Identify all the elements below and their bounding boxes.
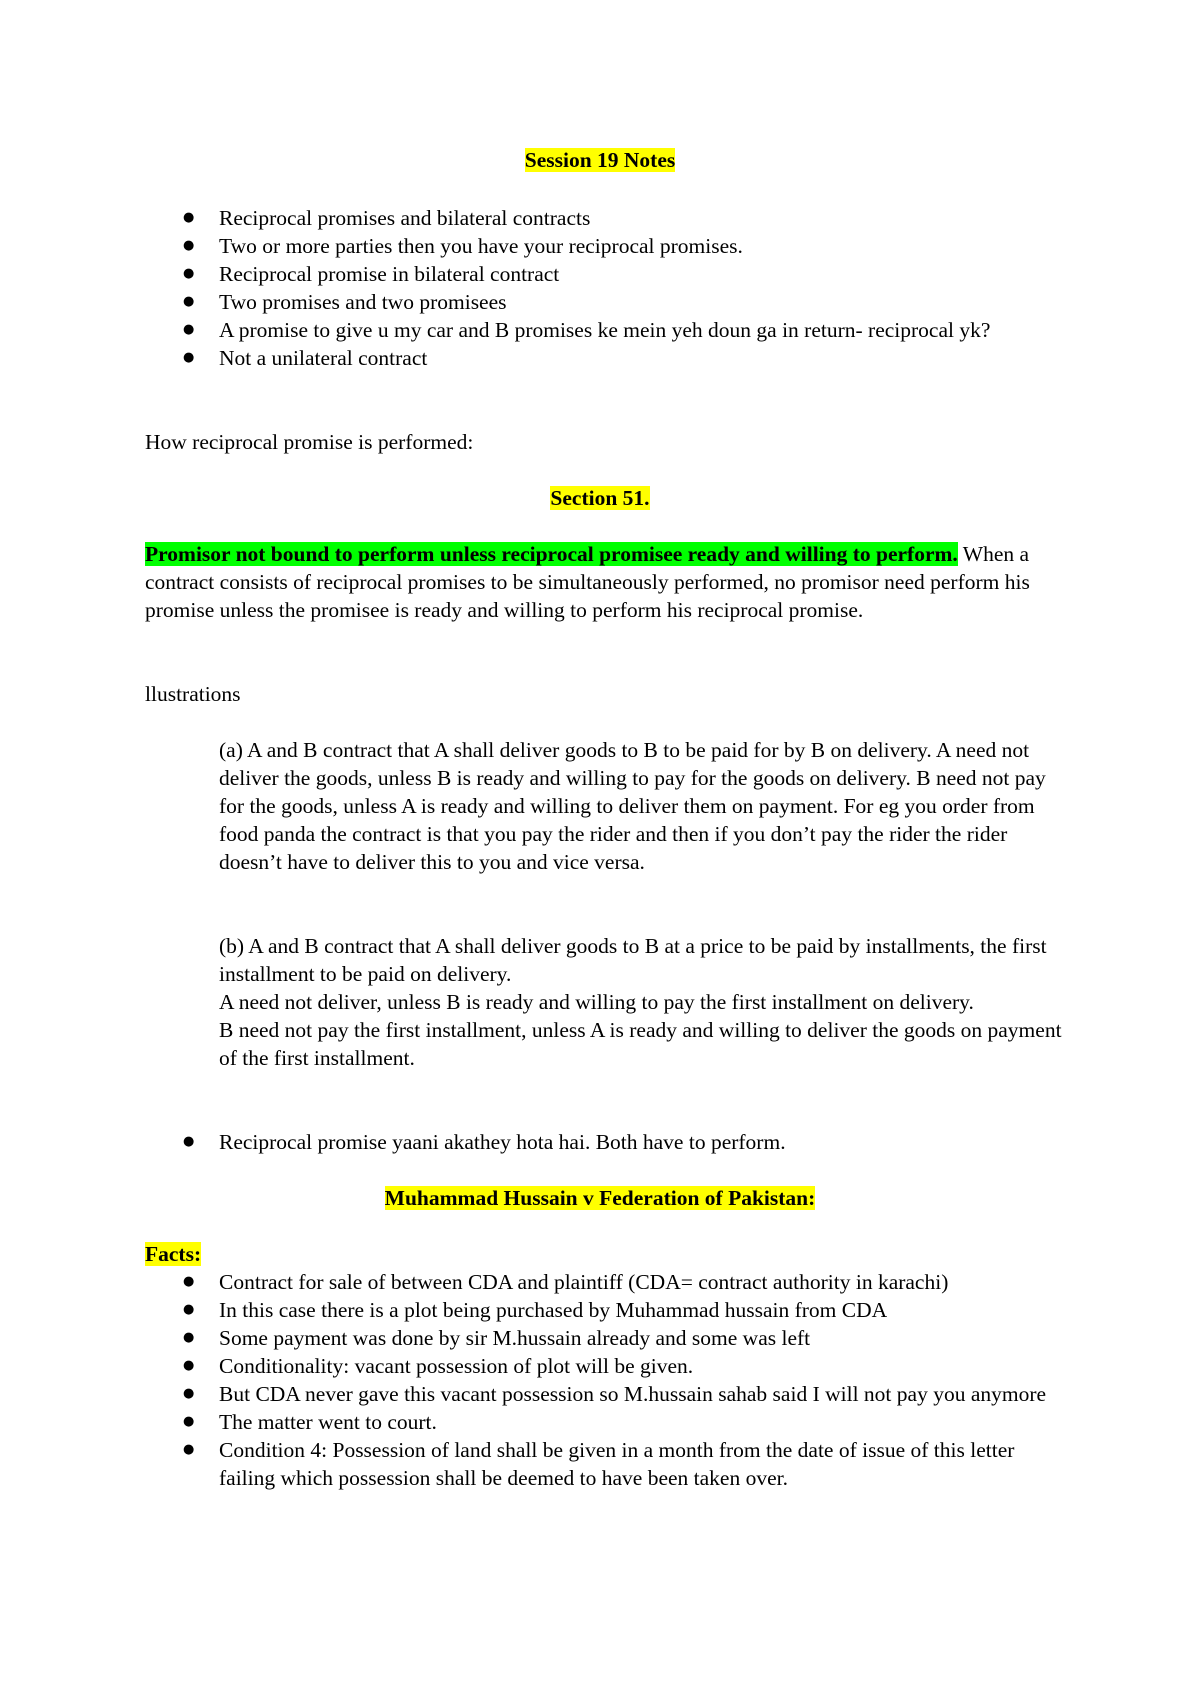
list-item: ● Reciprocal promises and bilateral contracts [145, 204, 1070, 232]
intro-bullet-list [145, 204, 1070, 372]
how-performed-text: How reciprocal promise is performed: [145, 430, 474, 454]
list-item: ● Contract for sale of between CDA and plaintiff (CDA= contract authority in karachi) [145, 1268, 1070, 1296]
section-51-text: When a contract consists of reciprocal promises to be simultaneously performed, no promisor need perform his promise unless the promisee is ready and willing to perform his reciprocal promise. [145, 542, 1030, 622]
list-item: ● The matter went to court. [145, 1408, 1070, 1436]
list-item: ● In this case there is a plot being purchased by Muhammad hussain from CDA [145, 1296, 1070, 1324]
facts-bullet-list [145, 1268, 1070, 1492]
list-item: ● Not a unilateral contract [145, 344, 1070, 372]
list-item: ● Some payment was done by sir M.hussain already and some was left [145, 1324, 1070, 1352]
illustrations-label: llustrations [145, 682, 241, 706]
list-item: ● Reciprocal promise in bilateral contract [145, 260, 1070, 288]
list-item: ● Conditionality: vacant possession of plot will be given. [145, 1352, 1070, 1380]
page-title: Session 19 Notes [524, 148, 676, 172]
list-item: ● A promise to give u my car and B promises ke mein yeh doun ga in return- reciprocal yk? [145, 316, 1070, 344]
case-heading: Muhammad Hussain v Federation of Pakistan: [384, 1186, 816, 1210]
case-heading-container [0, 1184, 1200, 1212]
facts-label-line [145, 1240, 1070, 1268]
list-item: ● Two or more parties then you have your reciprocal promises. [145, 232, 1070, 260]
list-item: ● Two promises and two promisees [145, 288, 1070, 316]
illustration-b-line-2: A need not deliver, unless B is ready and willing to pay the first installment on delivery. [219, 990, 974, 1014]
illustration-b-line-1: (b) A and B contract that A shall deliver goods to B at a price to be paid by installments, the first installment to be paid on delivery. [219, 934, 1047, 986]
section-heading: Section 51. [550, 486, 650, 510]
list-item: ● Condition 4: Possession of land shall be given in a month from the date of issue of this letter failing which possession shall be deemed to have been taken over. [145, 1436, 1070, 1492]
illustration-b-line-3: B need not pay the first installment, unless A is ready and willing to deliver the goods on payment of the first installment. [219, 1018, 1062, 1070]
summary-bullet-list [145, 1128, 1070, 1156]
illustration-a: (a) A and B contract that A shall deliver goods to B to be paid for by B on delivery. A need not deliver the goods, unless B is ready and willing to pay for the goods on delivery. B need not pay for the goods, unless A is ready and willing to deliver them on payment. For eg you order from food panda the contract is that you pay the rider and then if you don’t pay the rider the rider doesn’t have to deliver this to you and vice versa. [219, 738, 1046, 874]
section-51-highlight: Promisor not bound to perform unless reciprocal promisee ready and willing to perform. [145, 542, 958, 566]
list-item: ● Reciprocal promise yaani akathey hota hai. Both have to perform. [145, 1128, 1070, 1156]
page-title-container [0, 146, 1200, 174]
list-item: ● But CDA never gave this vacant possession so M.hussain sahab said I will not pay you anymore [145, 1380, 1070, 1408]
illustration-b [219, 932, 1069, 1072]
section-heading-container [0, 484, 1200, 512]
section-51-paragraph [145, 540, 1070, 624]
facts-label: Facts: [145, 1242, 202, 1266]
